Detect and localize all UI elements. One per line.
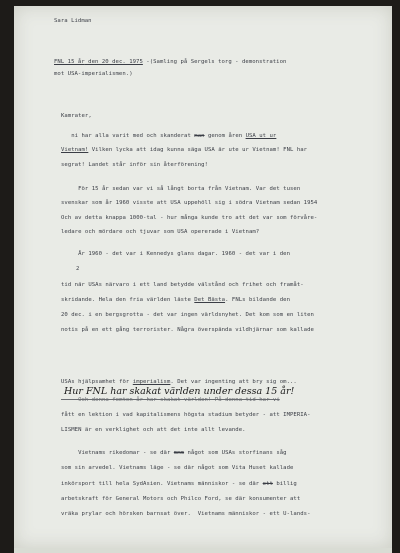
body-line: LISMEN är en verklighet och att det inte allt levande. — [61, 427, 246, 433]
body-line: tid när USAs närvaro i ett land betydde välstånd och frihet och framåt- — [61, 282, 304, 288]
body-line: vräka prylar och hörsken barnsat över. Vietnams människor - ett U-lands- — [61, 511, 311, 517]
body-line: För 15 år sedan var vi så långt borta från Vietnam. Var det tusen — [61, 186, 301, 192]
body-line: Och av detta knappa 1000-tal - hur många kunde tro att det var som förvåre- — [61, 215, 318, 221]
heading-line-2: mot USA-imperialismen.) — [54, 71, 133, 77]
author-name: Sara Lidman — [54, 18, 92, 24]
document-page — [14, 6, 392, 548]
heading — [54, 59, 286, 66]
body-line: fått en lektion i vad kapitalismens högsta stadium betyder - att IMPERIA- — [61, 412, 311, 418]
body-line: År 1960 - det var i Kennedys glans dagar. 1960 - det var i den — [61, 251, 290, 257]
body-line: notis på en ett gång terrorister. Några överspända vildhjärnar som kallade — [61, 327, 314, 333]
body-line: inkörsport till hela SydAsien. Vietnams människor - se där ett billig — [61, 481, 297, 487]
heading-title: FNL 15 år — [54, 59, 85, 65]
heading-date: den 20 dec. 1975 — [84, 59, 143, 65]
body-line: ni har alla varit med och skanderat man genom åren USA ut ur — [61, 133, 277, 139]
body-line: svenskar som år 1960 visste att USA uppehöll sig i södra Vietnam sedan 1954 — [61, 200, 318, 206]
body-line: Vietnams rikedomar - se där mmm något som USAs storfinans såg — [61, 450, 287, 456]
body-line: USAs hjälpsamhet för imperialism. Det var ingenting att bry sig om... — [61, 379, 297, 385]
body-line: arbetskraft för General Motors och Philco Ford, se där konsumenter att — [61, 496, 301, 502]
body-line: ledare och mördare och tjuvar som USA opererade i Vietnam? — [61, 229, 260, 235]
body-line: segrat! Landet står inför sin återförening! — [61, 162, 208, 168]
handwritten-insertion: Hur FNL har skakat världen under dessa 15 år! — [64, 386, 295, 397]
body-line: Vietnam! Vilken lycka att idag kunna säga USA är ute ur Vietnam! FNL har — [61, 147, 308, 153]
heading-rest: -(Samling på Sergels torg - demonstration — [142, 59, 287, 65]
body-line: som sin arvedel. Vietnams läge - se där något som Vita Huset kallade — [61, 465, 294, 471]
salutation: Kamrater, — [61, 113, 92, 119]
page-bottom-edge — [14, 548, 392, 553]
body-line: skridande. Hela den fria världen läste Det Bästa. FNLs bildande den — [61, 297, 290, 303]
struck-line: Och denna femton år har skakat världen! På denna tid har vi — [61, 397, 280, 403]
page-number: 2 — [76, 266, 80, 272]
body-line: 20 dec. i en bergsgrotta - det var ingen världsnyhet. Det kom som en liten — [61, 312, 314, 318]
